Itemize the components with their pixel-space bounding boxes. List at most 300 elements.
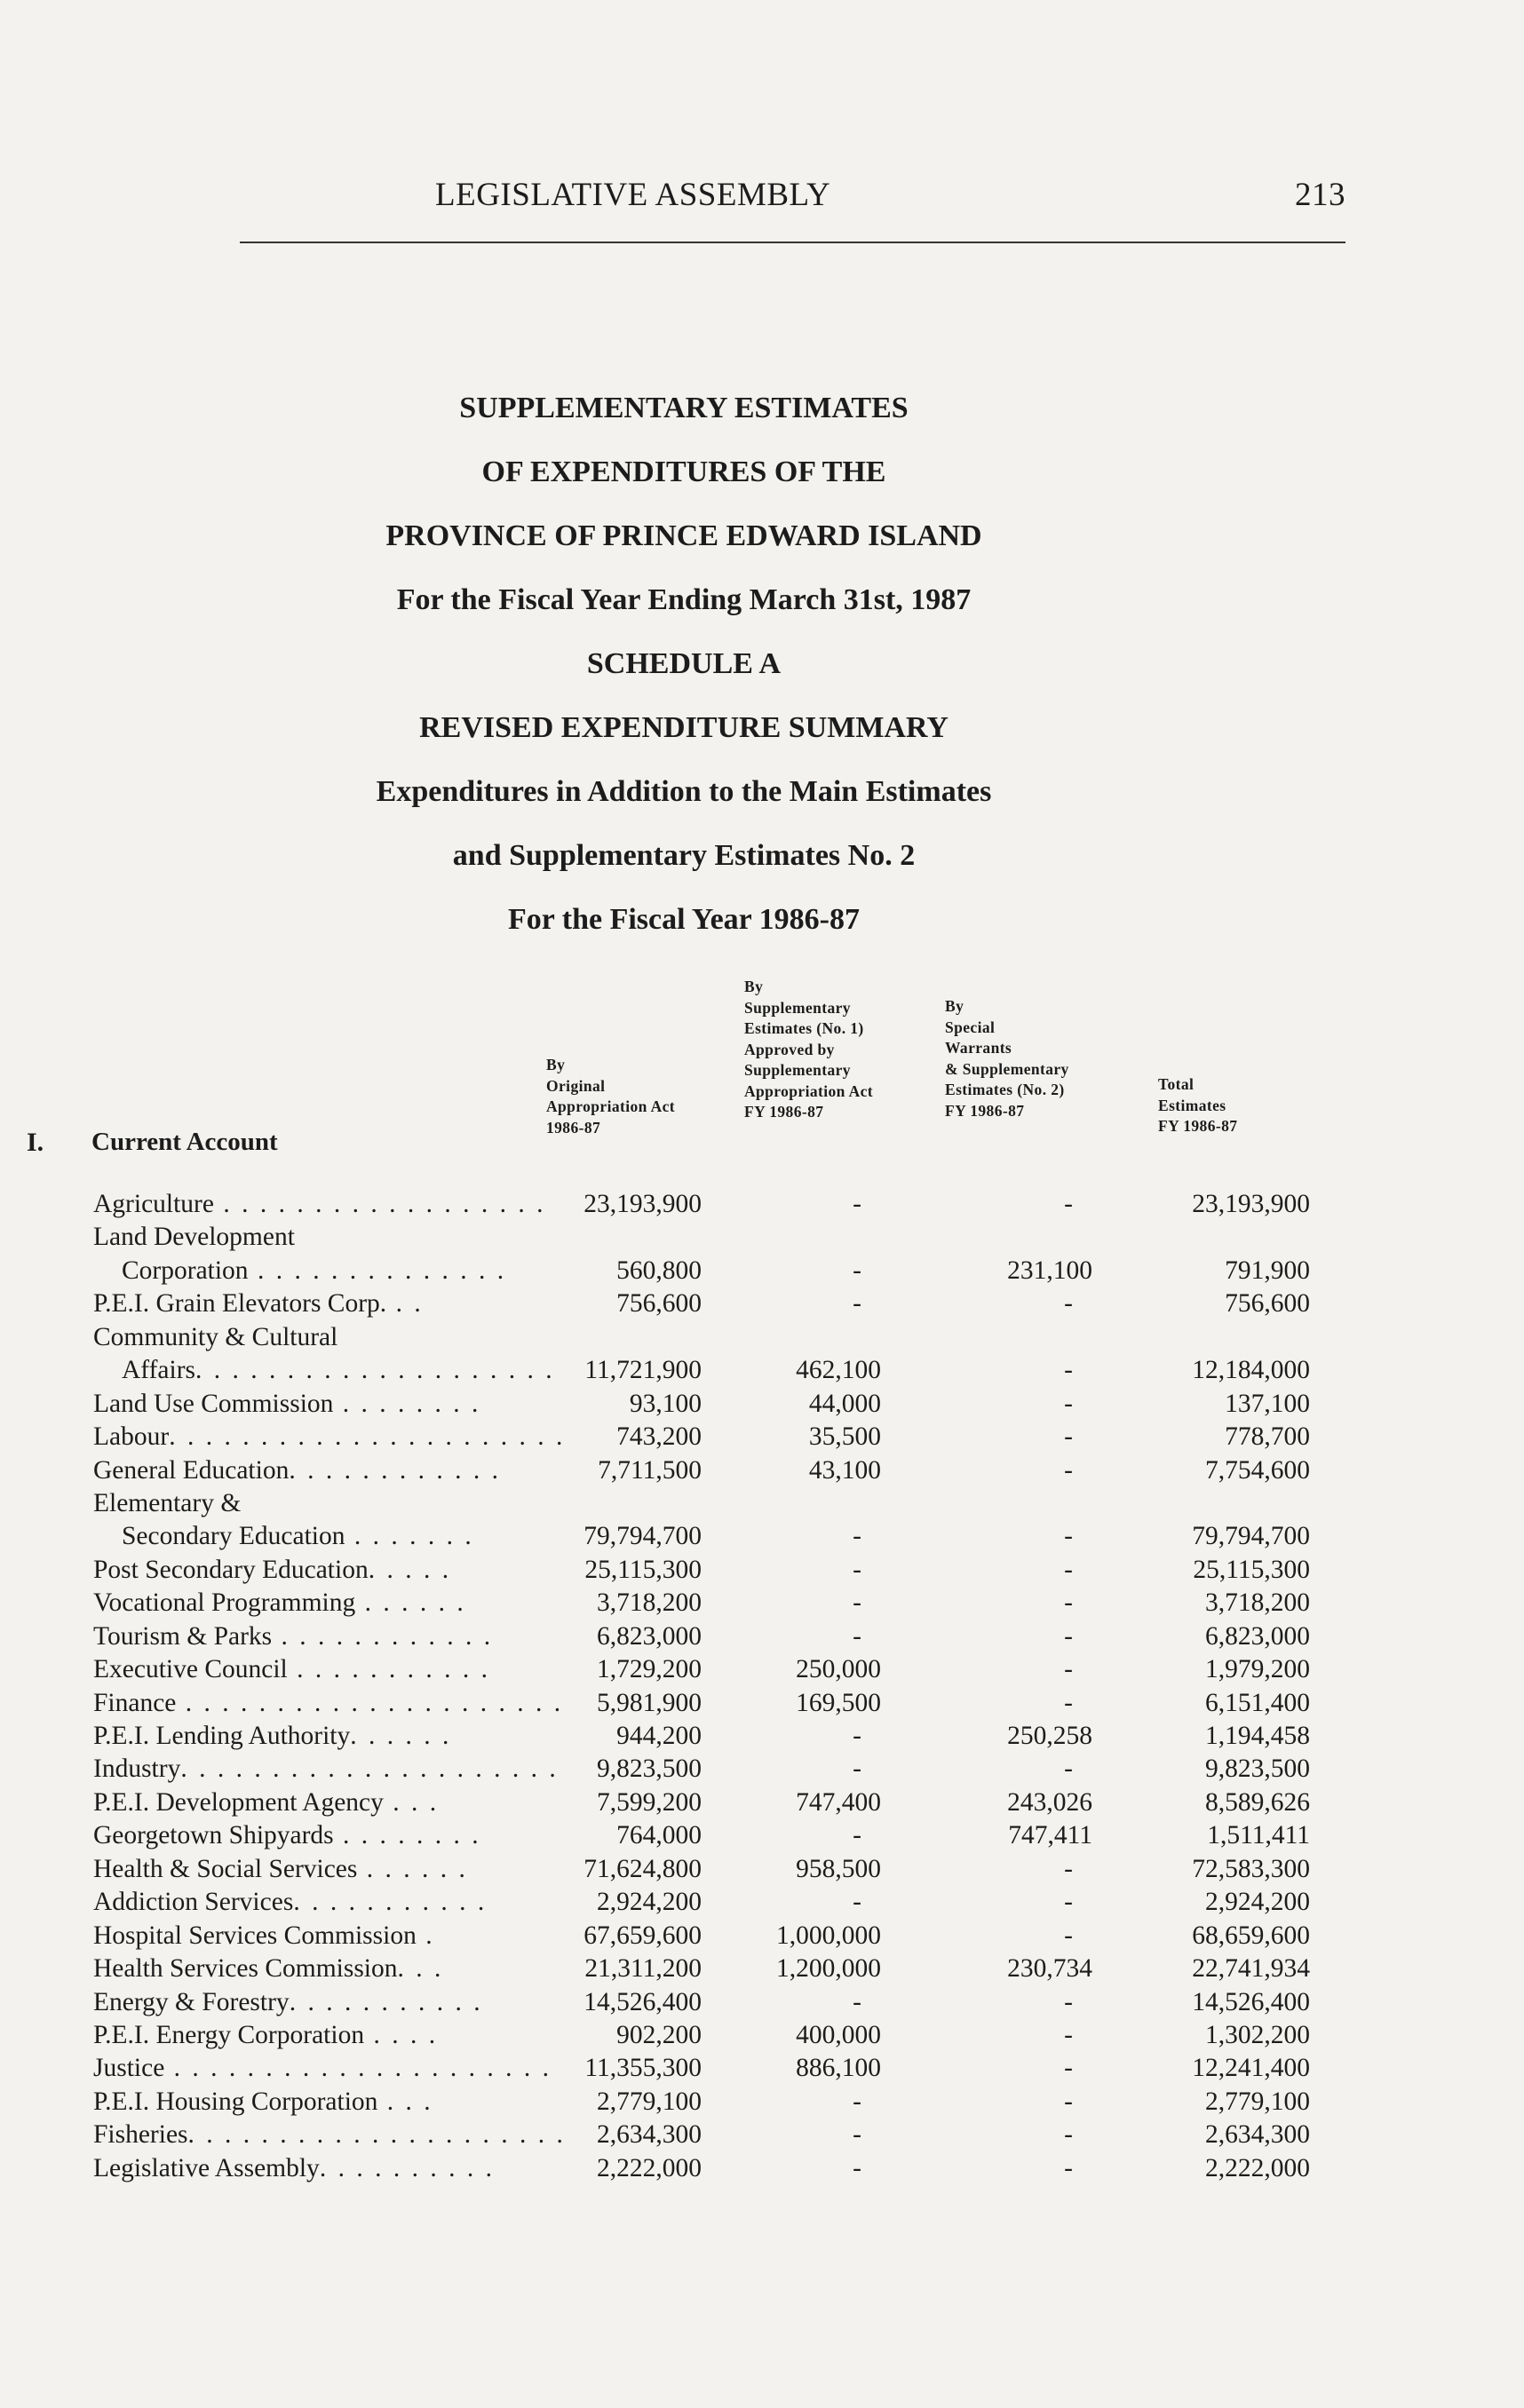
table-row <box>0 1687 1524 1720</box>
cell-value: 6,823,000 <box>597 1621 702 1651</box>
cell-col-1 <box>506 2019 702 2052</box>
cell-col-3 <box>897 1587 1092 1620</box>
cell-value: 9,823,500 <box>597 1755 702 1784</box>
row-label-text: Land Use Commission <box>93 1389 334 1418</box>
cell-value: - <box>1064 1688 1073 1717</box>
cell-value: 1,302,200 <box>1205 2020 1310 2049</box>
cell-value: - <box>1064 1987 1073 2016</box>
cell-value: 243,026 <box>1007 1787 1092 1817</box>
cell-value: - <box>1064 1389 1073 1418</box>
cell-value: 23,193,900 <box>1192 1190 1310 1218</box>
cell-value: - <box>1064 1522 1073 1551</box>
dot-leader: . . . <box>397 1954 444 1984</box>
cell-col-3 <box>897 2152 1092 2185</box>
row-label-text: P.E.I. Grain Elevators Corp. <box>93 1289 387 1319</box>
cell-value: 462,100 <box>796 1356 881 1385</box>
cell-col-3 <box>897 1287 1092 1320</box>
dot-leader: . . <box>386 1289 424 1319</box>
cell-value: 560,800 <box>616 1255 702 1285</box>
cell-col-3 <box>897 1188 1092 1221</box>
cell-value: 2,924,200 <box>1205 1888 1310 1917</box>
cell-value: 71,624,800 <box>583 1854 702 1883</box>
table-row <box>0 1886 1524 1919</box>
cell-col-2 <box>686 1287 881 1320</box>
cell-value: 137,100 <box>1225 1389 1310 1418</box>
cell-value: 68,659,600 <box>1192 1921 1310 1950</box>
cell-value: 958,500 <box>796 1854 881 1883</box>
dot-leader: . . . <box>383 1787 440 1817</box>
cell-col-3 <box>897 1354 1092 1387</box>
cell-col-4 <box>1115 1920 1310 1953</box>
cell-col-2 <box>686 1819 881 1852</box>
cell-value: 79,794,700 <box>583 1522 702 1551</box>
cell-col-2 <box>686 1687 881 1720</box>
cell-col-4 <box>1115 2019 1310 2052</box>
cell-col-3 <box>897 1886 1092 1919</box>
cell-col-4 <box>1115 1354 1310 1387</box>
cell-value: - <box>1064 1455 1073 1485</box>
row-label <box>93 1587 466 1620</box>
cell-value: 756,600 <box>1225 1289 1310 1319</box>
cell-col-3 <box>897 1853 1092 1886</box>
row-label <box>122 1520 474 1553</box>
dot-leader: . . . . . . . . <box>333 1389 481 1418</box>
row-label <box>93 2052 552 2085</box>
row-label-text: Community & Cultural <box>93 1322 338 1351</box>
cell-value: 2,779,100 <box>597 2087 702 2116</box>
cell-col-2 <box>686 1753 881 1786</box>
cell-col-3 <box>897 1687 1092 1720</box>
cell-value: - <box>1064 1190 1073 1218</box>
cell-value: 35,500 <box>808 1422 881 1452</box>
row-label-text: Post Secondary Education <box>93 1555 369 1584</box>
title-line: SUPPLEMENTARY ESTIMATES <box>459 392 909 424</box>
cell-value: 14,526,400 <box>1192 1987 1310 2016</box>
cell-value: 2,779,100 <box>1205 2087 1310 2116</box>
row-label <box>93 2119 566 2151</box>
cell-col-4 <box>1115 1255 1310 1287</box>
title-line: and Supplementary Estimates No. 2 <box>452 839 916 872</box>
section-number: I. <box>27 1128 44 1157</box>
table-row <box>0 1255 1524 1287</box>
cell-value: - <box>853 1588 861 1618</box>
table-row <box>0 1920 1524 1953</box>
cell-col-3 <box>897 1520 1092 1553</box>
row-label <box>93 1819 481 1852</box>
dot-leader: . . . . . . <box>350 1722 452 1750</box>
cell-col-4 <box>1115 1454 1310 1487</box>
cell-value: 250,000 <box>796 1655 881 1684</box>
column-header-total-estimates: Total Estimates FY 1986-87 <box>1158 1075 1238 1135</box>
dot-leader: . . . . . . . . . . . . . . . . . . . . . <box>176 1688 564 1717</box>
cell-col-4 <box>1115 2086 1310 2119</box>
cell-col-3 <box>897 2119 1092 2151</box>
row-label-text: Affairs <box>122 1356 196 1385</box>
row-label-text: Tourism & Parks <box>93 1621 273 1651</box>
dot-leader: . . . . . . . . . . . . . . . . . . . . . . <box>169 1422 566 1452</box>
cell-col-2 <box>686 1520 881 1553</box>
cell-col-4 <box>1115 1986 1310 2019</box>
row-label <box>93 1786 439 1819</box>
table-row <box>0 1653 1524 1686</box>
cell-value: - <box>853 1987 861 2016</box>
dot-leader: . . . . . . . <box>345 1522 474 1551</box>
cell-col-2 <box>686 2019 881 2052</box>
table-row <box>0 1188 1524 1221</box>
cell-col-1 <box>506 1720 702 1753</box>
cell-value: 747,400 <box>796 1787 881 1817</box>
cell-col-3 <box>897 1953 1092 1985</box>
dot-leader: . . . . . . . . . . . . <box>289 1455 501 1485</box>
cell-col-3 <box>897 1753 1092 1786</box>
cell-col-4 <box>1115 1587 1310 1620</box>
cell-value: - <box>853 1522 861 1551</box>
dot-leader: . . . . . <box>368 1555 452 1584</box>
row-label <box>93 2086 433 2119</box>
row-label-text: P.E.I. Housing Corporation <box>93 2087 378 2116</box>
row-label <box>122 1354 555 1387</box>
row-label-text: Industry <box>93 1755 181 1784</box>
cell-value: 2,634,300 <box>597 2120 702 2150</box>
table-row <box>0 1620 1524 1653</box>
cell-value: 2,222,000 <box>1205 2153 1310 2182</box>
table-row <box>0 1321 1524 1354</box>
cell-col-1 <box>506 1287 702 1320</box>
cell-col-1 <box>506 1819 702 1852</box>
cell-value: - <box>1064 2120 1073 2150</box>
cell-value: 902,200 <box>616 2020 702 2049</box>
cell-value: - <box>853 1289 861 1319</box>
cell-col-3 <box>897 1454 1092 1487</box>
table-row <box>0 1454 1524 1487</box>
cell-value: - <box>1064 1356 1073 1385</box>
table-row <box>0 1786 1524 1819</box>
cell-value: 230,734 <box>1007 1954 1092 1984</box>
row-label <box>93 1221 295 1254</box>
dot-leader: . . . <box>377 2087 433 2116</box>
row-label-text: Vocational Programming <box>93 1588 356 1618</box>
dot-leader: . . . . . . . . . . . <box>293 1888 488 1917</box>
row-label <box>93 1687 563 1720</box>
cell-value: 43,100 <box>808 1455 881 1485</box>
dot-leader: . . . . . . . . . . . <box>287 1655 490 1684</box>
row-label <box>93 1454 501 1487</box>
cell-value: 25,115,300 <box>584 1555 702 1584</box>
cell-value: 778,700 <box>1225 1422 1310 1452</box>
dot-leader: . . . . . . <box>357 1854 468 1883</box>
table-row <box>0 1388 1524 1421</box>
table-row <box>0 1287 1524 1320</box>
cell-col-4 <box>1115 1287 1310 1320</box>
cell-col-3 <box>897 1720 1092 1753</box>
cell-value: 6,151,400 <box>1205 1688 1310 1717</box>
title-line: OF EXPENDITURES OF THE <box>481 455 886 488</box>
dot-leader: . . . . . . . . . . . . . . . . . . <box>213 1190 546 1218</box>
dot-leader: . . . . . . . . . . . . . . . . . . . . . <box>187 2120 566 2150</box>
row-label-text: Health & Social Services <box>93 1854 358 1883</box>
title-line: PROVINCE OF PRINCE EDWARD ISLAND <box>385 519 982 552</box>
cell-col-1 <box>506 1554 702 1587</box>
cell-value: 12,184,000 <box>1192 1356 1310 1385</box>
cell-col-1 <box>506 1886 702 1919</box>
row-label <box>93 1886 487 1919</box>
cell-col-1 <box>506 2086 702 2119</box>
row-label-text: Legislative Assembly <box>93 2153 320 2182</box>
table-row <box>0 1819 1524 1852</box>
row-label-text: Land Development <box>93 1223 295 1252</box>
cell-col-2 <box>686 1886 881 1919</box>
row-label-text: Hospital Services Commission <box>93 1921 417 1950</box>
cell-value: - <box>1064 2054 1073 2083</box>
cell-value: 756,600 <box>616 1289 702 1319</box>
cell-value: 21,311,200 <box>584 1954 702 1984</box>
cell-col-1 <box>506 1188 702 1221</box>
row-label-text: Executive Council <box>93 1655 288 1684</box>
cell-col-2 <box>686 1255 881 1287</box>
table-row <box>0 1720 1524 1753</box>
cell-col-2 <box>686 1188 881 1221</box>
cell-value: - <box>1064 1854 1073 1883</box>
section-title: Current Account <box>91 1128 278 1156</box>
cell-col-2 <box>686 1388 881 1421</box>
cell-col-1 <box>506 1653 702 1686</box>
cell-value: 11,355,300 <box>584 2054 702 2083</box>
row-label <box>93 1753 559 1786</box>
row-label <box>93 1388 480 1421</box>
cell-value: - <box>1064 1422 1073 1452</box>
cell-value: 1,511,411 <box>1207 1821 1310 1850</box>
dot-leader: . . . . . . . . . . . . . . . . . . . . . <box>164 2054 552 2083</box>
cell-col-4 <box>1115 1853 1310 1886</box>
table-row <box>0 2086 1524 2119</box>
dot-leader: . . . . <box>364 2020 439 2049</box>
table-row <box>0 2119 1524 2151</box>
cell-col-2 <box>686 2119 881 2151</box>
cell-value: - <box>853 1555 861 1584</box>
row-label <box>93 2152 495 2185</box>
cell-col-2 <box>686 1720 881 1753</box>
cell-value: 231,100 <box>1007 1255 1092 1285</box>
cell-col-1 <box>506 1853 702 1886</box>
row-label-text: P.E.I. Development Agency <box>93 1787 384 1817</box>
dot-leader: . . . . . . <box>355 1588 466 1618</box>
cell-col-2 <box>686 2086 881 2119</box>
document-titles <box>240 391 1128 966</box>
cell-col-4 <box>1115 1687 1310 1720</box>
cell-value: - <box>853 2120 861 2150</box>
row-label <box>93 1953 443 1985</box>
dot-leader: . . . . . . . . . . . . <box>272 1621 494 1651</box>
table-row <box>0 1986 1524 2019</box>
cell-col-2 <box>686 1354 881 1387</box>
running-title: LEGISLATIVE ASSEMBLY <box>435 177 831 213</box>
title-line: For the Fiscal Year 1986-87 <box>508 903 860 936</box>
dot-leader: . . . . . . . . . . . <box>289 1987 483 2016</box>
cell-value: 886,100 <box>796 2054 881 2083</box>
cell-col-1 <box>506 1454 702 1487</box>
table-row <box>0 1587 1524 1620</box>
cell-value: 1,729,200 <box>597 1655 702 1684</box>
cell-value: 22,741,934 <box>1192 1954 1310 1984</box>
cell-col-1 <box>506 1388 702 1421</box>
row-label-text: General Education <box>93 1455 290 1485</box>
row-label-text: P.E.I. Lending Authority <box>93 1722 351 1750</box>
title-line: REVISED EXPENDITURE SUMMARY <box>419 711 949 744</box>
cell-value: - <box>853 1821 861 1850</box>
cell-col-1 <box>506 1786 702 1819</box>
cell-value: 7,711,500 <box>598 1455 702 1485</box>
dot-leader: . . . . . . . . . . . . . . . . . . . . . <box>180 1755 559 1784</box>
cell-col-1 <box>506 1587 702 1620</box>
row-label-text: Agriculture <box>93 1190 214 1218</box>
cell-col-1 <box>506 1953 702 1985</box>
cell-col-3 <box>897 1819 1092 1852</box>
cell-value: - <box>1064 1289 1073 1319</box>
table-row <box>0 1753 1524 1786</box>
cell-value: 44,000 <box>808 1389 881 1418</box>
cell-value: 2,634,300 <box>1205 2120 1310 2150</box>
cell-value: - <box>1064 1888 1073 1917</box>
row-label-text: Finance <box>93 1688 177 1717</box>
cell-value: 72,583,300 <box>1192 1854 1310 1883</box>
column-header-special-warrants: By Special Warrants & Supplementary Estimates (No. 2) FY 1986-87 <box>945 997 1069 1120</box>
cell-value: - <box>1064 1755 1073 1784</box>
cell-col-1 <box>506 1255 702 1287</box>
cell-col-3 <box>897 1388 1092 1421</box>
cell-value: 5,981,900 <box>597 1688 702 1717</box>
row-label <box>93 2019 438 2052</box>
cell-col-1 <box>506 1753 702 1786</box>
page-number: 213 <box>1295 177 1345 213</box>
cell-value: - <box>853 1888 861 1917</box>
cell-value: - <box>1064 1655 1073 1684</box>
dot-leader: . <box>416 1921 435 1950</box>
row-label-text: P.E.I. Energy Corporation <box>93 2020 365 2049</box>
cell-value: 2,222,000 <box>597 2153 702 2182</box>
title-line: SCHEDULE A <box>586 647 782 680</box>
cell-col-4 <box>1115 1786 1310 1819</box>
table-row <box>0 1953 1524 1985</box>
row-label-text: Corporation <box>122 1255 249 1285</box>
cell-value: 11,721,900 <box>584 1356 702 1385</box>
cell-value: - <box>1064 2087 1073 2116</box>
row-label <box>93 1421 565 1454</box>
cell-col-2 <box>686 2152 881 2185</box>
column-header-supplementary-no1: By Supplementary Estimates (No. 1) Approved by Supplementary Appropriation Act FY 1986-87 <box>744 978 874 1121</box>
cell-value: 791,900 <box>1225 1255 1310 1285</box>
row-label-text: Georgetown Shipyards <box>93 1821 334 1850</box>
cell-value: 747,411 <box>1008 1821 1092 1850</box>
cell-value: - <box>853 1755 861 1784</box>
table-row <box>0 1853 1524 1886</box>
title-line: Expenditures in Addition to the Main Estimates <box>376 775 992 808</box>
title-line: For the Fiscal Year Ending March 31st, 1987 <box>396 583 972 616</box>
cell-value: 1,200,000 <box>776 1954 881 1984</box>
cell-col-4 <box>1115 1554 1310 1587</box>
cell-col-1 <box>506 1986 702 2019</box>
cell-value: 3,718,200 <box>1205 1588 1310 1618</box>
cell-value: 944,200 <box>616 1722 702 1750</box>
row-label <box>93 1920 435 1953</box>
cell-col-1 <box>506 1354 702 1387</box>
cell-value: 12,241,400 <box>1192 2054 1310 2083</box>
expenditure-table <box>0 1188 1524 2185</box>
cell-col-1 <box>506 1920 702 1953</box>
cell-col-2 <box>686 1986 881 2019</box>
cell-value: 3,718,200 <box>597 1588 702 1618</box>
cell-value: - <box>853 2087 861 2116</box>
row-label-text: Fisheries <box>93 2120 188 2150</box>
cell-value: - <box>853 1722 861 1750</box>
dot-leader: . . . . . . . . <box>333 1821 481 1850</box>
row-label <box>93 1487 241 1520</box>
cell-col-4 <box>1115 1388 1310 1421</box>
cell-col-3 <box>897 1554 1092 1587</box>
cell-value: 1,979,200 <box>1205 1655 1310 1684</box>
cell-col-1 <box>506 2152 702 2185</box>
table-row <box>0 1487 1524 1520</box>
row-label-text: Secondary Education <box>122 1522 345 1551</box>
cell-col-3 <box>897 1255 1092 1287</box>
cell-value: 1,000,000 <box>776 1921 881 1950</box>
row-label <box>93 1653 490 1686</box>
cell-col-1 <box>506 1687 702 1720</box>
row-label <box>93 1554 451 1587</box>
cell-col-4 <box>1115 1520 1310 1553</box>
header-rule <box>240 242 1345 243</box>
table-row <box>0 1554 1524 1587</box>
row-label-text: Elementary & <box>93 1488 242 1517</box>
dot-leader: . . . . . . . . . . . . . . <box>248 1255 507 1285</box>
cell-value: 8,589,626 <box>1205 1787 1310 1817</box>
cell-value: 23,193,900 <box>583 1190 702 1218</box>
cell-col-1 <box>506 2119 702 2151</box>
cell-col-3 <box>897 2086 1092 2119</box>
cell-col-2 <box>686 1853 881 1886</box>
cell-col-2 <box>686 1454 881 1487</box>
row-label-text: Labour <box>93 1422 170 1452</box>
column-header-original-appropriation: By Original Appropriation Act 1986-87 <box>546 1056 676 1137</box>
table-row <box>0 1354 1524 1387</box>
cell-col-4 <box>1115 1653 1310 1686</box>
cell-value: 7,754,600 <box>1205 1455 1310 1485</box>
cell-col-2 <box>686 1554 881 1587</box>
cell-col-4 <box>1115 1886 1310 1919</box>
cell-col-4 <box>1115 1753 1310 1786</box>
table-row <box>0 1520 1524 1553</box>
cell-col-2 <box>686 1920 881 1953</box>
row-label-text: Addiction Services <box>93 1888 294 1917</box>
row-label <box>93 1287 424 1320</box>
cell-col-2 <box>686 1953 881 1985</box>
row-label-text: Energy & Forestry <box>93 1987 290 2016</box>
row-label <box>122 1255 506 1287</box>
cell-value: 14,526,400 <box>583 1987 702 2016</box>
cell-col-4 <box>1115 1188 1310 1221</box>
cell-col-3 <box>897 2019 1092 2052</box>
row-label <box>93 1853 468 1886</box>
cell-value: 6,823,000 <box>1205 1621 1310 1651</box>
cell-col-4 <box>1115 1819 1310 1852</box>
cell-value: 9,823,500 <box>1205 1755 1310 1784</box>
cell-col-1 <box>506 1421 702 1454</box>
cell-col-4 <box>1115 2119 1310 2151</box>
cell-col-2 <box>686 1653 881 1686</box>
cell-col-3 <box>897 1620 1092 1653</box>
cell-col-4 <box>1115 1421 1310 1454</box>
table-row <box>0 2152 1524 2185</box>
cell-col-4 <box>1115 1720 1310 1753</box>
